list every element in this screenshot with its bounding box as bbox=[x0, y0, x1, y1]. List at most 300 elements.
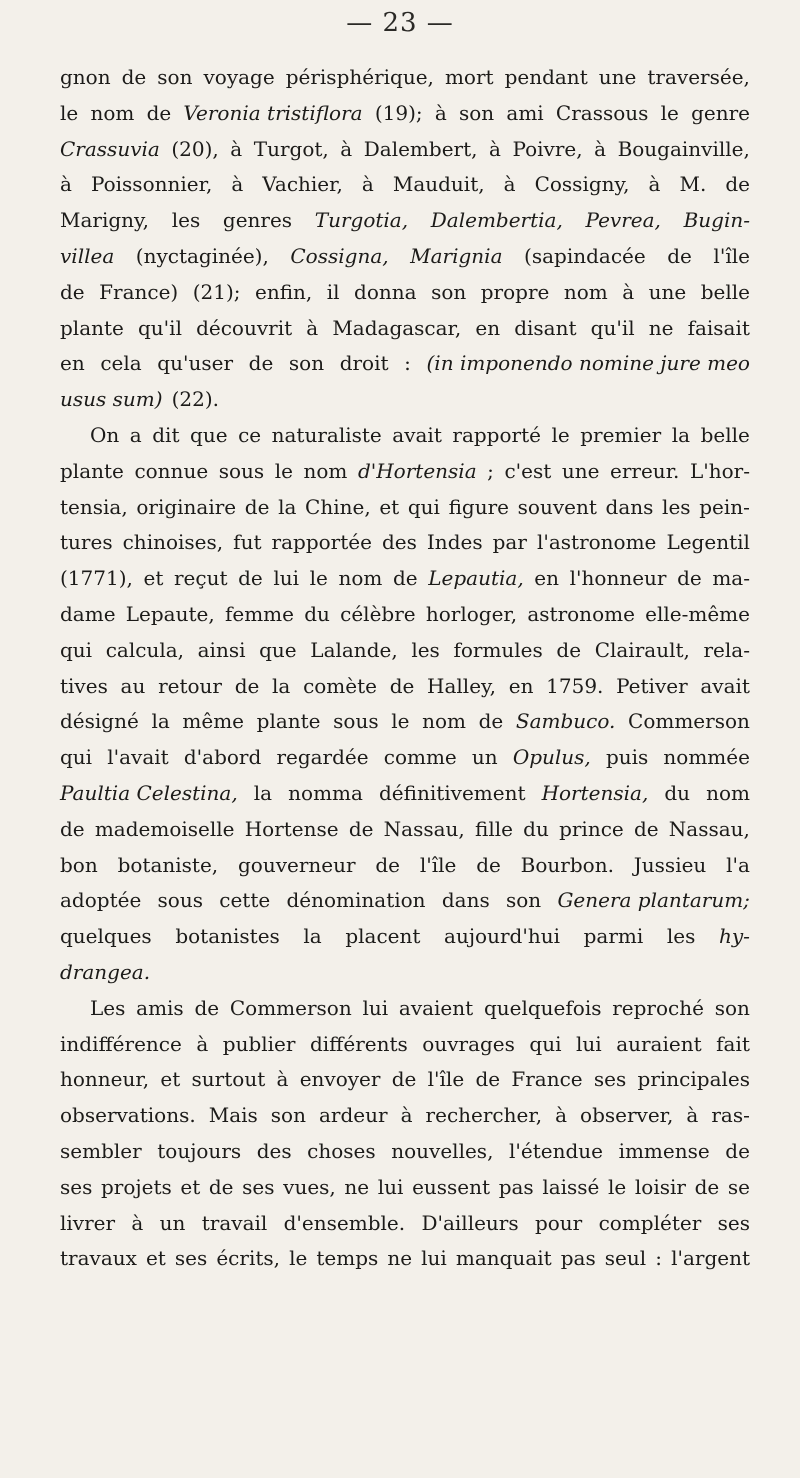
word: ne bbox=[648, 315, 674, 340]
text-line bbox=[60, 1027, 750, 1063]
word: à bbox=[231, 172, 244, 197]
word: enfin, bbox=[254, 279, 313, 304]
word: Cossigny, bbox=[534, 172, 630, 197]
word: erreur. bbox=[610, 458, 680, 483]
word: de bbox=[60, 279, 85, 304]
word: qui bbox=[407, 494, 440, 519]
word: qu'il bbox=[138, 315, 182, 340]
word: elle-même bbox=[645, 601, 750, 626]
word: indifférence bbox=[60, 1031, 182, 1056]
word: ardeur bbox=[319, 1103, 388, 1128]
word: gnon bbox=[60, 65, 111, 89]
word: plante bbox=[60, 315, 124, 340]
word: femme bbox=[224, 601, 294, 626]
word: de bbox=[725, 1138, 750, 1163]
word: son bbox=[157, 65, 193, 89]
word: en bbox=[60, 351, 85, 376]
word: l'île bbox=[713, 243, 750, 268]
word: célèbre bbox=[340, 601, 416, 626]
word: villea bbox=[60, 243, 115, 268]
word: découvrit bbox=[196, 315, 293, 340]
word: rapportée bbox=[271, 530, 372, 555]
word: ne bbox=[387, 1246, 413, 1271]
word: reçut bbox=[173, 566, 228, 591]
word: Genera plantarum; bbox=[557, 888, 750, 913]
word: (22). bbox=[171, 387, 219, 412]
word: de bbox=[694, 1174, 720, 1199]
word: : bbox=[404, 351, 411, 376]
word: pas bbox=[560, 1246, 596, 1271]
word: nom bbox=[338, 566, 383, 591]
text-line bbox=[60, 1206, 750, 1242]
word: L'hor- bbox=[689, 458, 750, 483]
word: à bbox=[648, 172, 661, 197]
word: au bbox=[120, 673, 146, 698]
word: Crassous bbox=[555, 100, 649, 125]
word: botaniste, bbox=[117, 852, 219, 877]
word: à bbox=[276, 1067, 289, 1092]
word: Vachier, bbox=[262, 172, 343, 197]
word: Nassau, bbox=[668, 816, 750, 841]
word: rela- bbox=[703, 637, 750, 662]
text-line bbox=[60, 311, 750, 347]
word: ses bbox=[593, 1067, 627, 1092]
word: ses bbox=[242, 1174, 275, 1199]
word: nom bbox=[303, 458, 348, 483]
word: immense bbox=[618, 1138, 710, 1163]
word: de bbox=[146, 100, 172, 125]
word: la bbox=[253, 780, 273, 805]
word: nomma bbox=[288, 780, 363, 805]
word: de bbox=[238, 566, 263, 591]
word: de bbox=[391, 1067, 417, 1092]
word: des bbox=[256, 1138, 292, 1163]
word: Hortense bbox=[244, 816, 339, 841]
word: Crassuvia bbox=[60, 136, 160, 161]
word: laissé bbox=[542, 1174, 600, 1199]
word: en bbox=[475, 315, 501, 340]
word: dans bbox=[605, 494, 654, 519]
word: projets bbox=[101, 1174, 172, 1199]
word: Marignia bbox=[410, 243, 503, 268]
word: fille bbox=[475, 816, 513, 841]
word: rapporté bbox=[452, 422, 541, 447]
word: Dalembertia, bbox=[430, 208, 563, 233]
text-line bbox=[60, 669, 750, 705]
word: observations. bbox=[60, 1103, 196, 1128]
word: Turgot, bbox=[253, 136, 329, 161]
word: ses bbox=[174, 1246, 208, 1271]
word: à bbox=[622, 279, 635, 304]
word: Indes bbox=[426, 530, 483, 555]
word: ses bbox=[717, 1210, 750, 1235]
word: travaux bbox=[60, 1246, 137, 1271]
word: la bbox=[278, 494, 297, 519]
word: le bbox=[608, 1174, 627, 1199]
word: 1759. bbox=[546, 673, 604, 698]
word: que bbox=[190, 422, 228, 447]
word: qui bbox=[60, 637, 93, 662]
text-line bbox=[60, 991, 750, 1027]
word: manquait bbox=[455, 1246, 552, 1271]
word: pendant bbox=[504, 65, 588, 89]
word: un bbox=[159, 1210, 186, 1235]
word: M. bbox=[679, 172, 707, 197]
word: a bbox=[129, 422, 142, 447]
word: sous bbox=[218, 458, 265, 483]
word: vues, bbox=[283, 1174, 336, 1199]
word: traversée, bbox=[647, 65, 750, 89]
word: à bbox=[340, 136, 353, 161]
word: astronome bbox=[527, 601, 635, 626]
word: à bbox=[230, 136, 243, 161]
word: usus sum) bbox=[60, 387, 163, 412]
word: différents bbox=[309, 1031, 408, 1056]
word: Sambuco. bbox=[515, 709, 616, 734]
text-line bbox=[60, 1098, 750, 1134]
text-line bbox=[60, 167, 750, 203]
word: Halley, bbox=[427, 673, 497, 698]
text-line bbox=[60, 848, 750, 884]
word: prince bbox=[559, 816, 624, 841]
word: de bbox=[194, 995, 220, 1020]
word: sous bbox=[157, 888, 203, 913]
word: ainsi bbox=[197, 637, 246, 662]
word: ras- bbox=[711, 1103, 750, 1128]
word: compléter bbox=[598, 1210, 702, 1235]
text-line bbox=[60, 704, 750, 740]
word: définitivement bbox=[378, 780, 526, 805]
word: du bbox=[304, 601, 330, 626]
word: lui bbox=[421, 1246, 447, 1271]
word: sembler bbox=[60, 1138, 142, 1163]
word: Clairault, bbox=[594, 637, 690, 662]
word: propre bbox=[480, 279, 550, 304]
word: le bbox=[289, 1246, 308, 1271]
word: livrer bbox=[60, 1210, 116, 1235]
word: Les bbox=[90, 995, 126, 1020]
word: choses bbox=[307, 1138, 376, 1163]
word: tensia, bbox=[60, 494, 128, 519]
text-line bbox=[60, 60, 750, 96]
text-line bbox=[60, 1134, 750, 1170]
word: rechercher, bbox=[425, 1103, 543, 1128]
word: envoyer bbox=[299, 1067, 381, 1092]
word: la bbox=[151, 709, 170, 734]
word: se bbox=[727, 1174, 750, 1199]
word: désigné bbox=[60, 709, 139, 734]
word: Mauduit, bbox=[392, 172, 485, 197]
word: et bbox=[180, 1174, 201, 1199]
word: ses bbox=[60, 1174, 93, 1199]
word: son bbox=[431, 279, 467, 304]
word: donna bbox=[354, 279, 417, 304]
word: à bbox=[60, 172, 72, 197]
word: nom bbox=[706, 780, 750, 805]
word: On bbox=[90, 422, 120, 447]
word: ce bbox=[238, 422, 262, 447]
word: du bbox=[523, 816, 549, 841]
word: dénomination bbox=[286, 888, 426, 913]
word: mademoiselle bbox=[94, 816, 235, 841]
word: de bbox=[234, 673, 260, 698]
word: eussent bbox=[412, 1174, 491, 1199]
word: Lepaute, bbox=[125, 601, 215, 626]
word: périsphérique, bbox=[285, 65, 434, 89]
word: et bbox=[145, 1246, 166, 1271]
word: Mais bbox=[208, 1103, 258, 1128]
word: figure bbox=[448, 494, 509, 519]
word: France) bbox=[99, 279, 179, 304]
word: temps bbox=[316, 1246, 379, 1271]
word: placent bbox=[345, 924, 421, 949]
word: de bbox=[348, 816, 374, 841]
word: publier bbox=[222, 1031, 296, 1056]
word: quelquefois bbox=[483, 995, 602, 1020]
word: auraient bbox=[616, 1031, 702, 1056]
word: drangea. bbox=[60, 959, 151, 984]
word: du bbox=[664, 780, 691, 805]
word: (in imponendo nomine jure meo bbox=[426, 351, 750, 376]
text-line bbox=[60, 490, 750, 526]
word: nom bbox=[422, 709, 466, 734]
word: lui bbox=[273, 566, 300, 591]
word: Poissonnier, bbox=[90, 172, 213, 197]
word: de bbox=[725, 172, 750, 197]
word: son bbox=[505, 888, 542, 913]
word: à bbox=[131, 1210, 144, 1235]
word: en bbox=[534, 566, 560, 591]
word: botanistes bbox=[175, 924, 280, 949]
word: à bbox=[196, 1031, 209, 1056]
word: puis bbox=[605, 745, 649, 770]
word: regardée bbox=[276, 745, 369, 770]
word: avaient bbox=[398, 995, 474, 1020]
word: l'île bbox=[419, 852, 457, 877]
word: la bbox=[272, 673, 291, 698]
word: de bbox=[389, 673, 415, 698]
word: à bbox=[400, 1103, 413, 1128]
word: le bbox=[391, 709, 410, 734]
word: à bbox=[686, 1103, 699, 1128]
word: les bbox=[666, 924, 696, 949]
word: pas bbox=[498, 1174, 534, 1199]
word: (sapindacée bbox=[524, 243, 646, 268]
word: genre bbox=[691, 100, 750, 125]
word: à bbox=[594, 136, 607, 161]
word: un bbox=[471, 745, 498, 770]
text-line bbox=[60, 203, 750, 239]
word: cela bbox=[100, 351, 142, 376]
word: Bugin- bbox=[683, 208, 750, 233]
word: il bbox=[326, 279, 340, 304]
word: Pevrea, bbox=[585, 208, 661, 233]
word: qui bbox=[60, 745, 93, 770]
word: cette bbox=[219, 888, 271, 913]
text-line bbox=[60, 132, 750, 168]
word: calcula, bbox=[105, 637, 184, 662]
word: Paultia Celestina, bbox=[60, 780, 238, 805]
word: plante bbox=[60, 458, 124, 483]
word: dame bbox=[60, 601, 116, 626]
word: le bbox=[551, 422, 570, 447]
word: de bbox=[633, 816, 659, 841]
word: lui bbox=[362, 995, 389, 1020]
word: de bbox=[375, 852, 401, 877]
word: tures bbox=[60, 530, 113, 555]
word: (1771), bbox=[60, 566, 133, 591]
word: le bbox=[660, 100, 679, 125]
word: Opulus, bbox=[512, 745, 591, 770]
word: loisir bbox=[634, 1174, 686, 1199]
word: son bbox=[714, 995, 750, 1020]
word: hy- bbox=[718, 924, 750, 949]
word: une bbox=[598, 65, 637, 89]
word: l'avait bbox=[107, 745, 169, 770]
word: plante bbox=[256, 709, 321, 734]
word: avait bbox=[392, 422, 442, 447]
word: gouverneur bbox=[237, 852, 356, 877]
word: ; bbox=[487, 458, 494, 483]
word: et bbox=[379, 494, 400, 519]
word: comme bbox=[383, 745, 457, 770]
word: à bbox=[434, 100, 447, 125]
word: dans bbox=[441, 888, 490, 913]
word: connue bbox=[134, 458, 209, 483]
word: fait bbox=[716, 1031, 750, 1056]
word: Nassau, bbox=[383, 816, 465, 841]
word: toujours bbox=[157, 1138, 242, 1163]
word: (nyctaginée), bbox=[135, 243, 269, 268]
word: de bbox=[478, 709, 504, 734]
word: (20), bbox=[171, 136, 219, 161]
word: disant bbox=[514, 315, 577, 340]
word: à bbox=[555, 1103, 568, 1128]
word: que bbox=[259, 637, 297, 662]
word: Chine, bbox=[305, 494, 371, 519]
word: premier bbox=[580, 422, 662, 447]
word: Lalande, bbox=[310, 637, 398, 662]
word: tives bbox=[60, 673, 108, 698]
text-line bbox=[60, 382, 750, 418]
text-line bbox=[60, 346, 750, 382]
word: et bbox=[160, 1067, 181, 1092]
text-line bbox=[60, 776, 750, 812]
word: l'étendue bbox=[508, 1138, 603, 1163]
word: de bbox=[667, 243, 692, 268]
word: d'ensemble. bbox=[283, 1210, 406, 1235]
word: ne bbox=[344, 1174, 370, 1199]
word: pour bbox=[534, 1210, 583, 1235]
word: ami bbox=[506, 100, 544, 125]
text-line bbox=[60, 525, 750, 561]
word: genres bbox=[222, 208, 293, 233]
word: faisait bbox=[687, 315, 750, 340]
text-line bbox=[60, 561, 750, 597]
word: ouvrages bbox=[422, 1031, 515, 1056]
word: fut bbox=[233, 530, 262, 555]
word: une bbox=[648, 279, 687, 304]
text-line bbox=[60, 883, 750, 919]
word: principales bbox=[637, 1067, 750, 1092]
word: reproché bbox=[612, 995, 704, 1020]
word: nom bbox=[90, 100, 135, 125]
word: d'abord bbox=[183, 745, 262, 770]
word: écrits, bbox=[216, 1246, 280, 1271]
word: D'ailleurs bbox=[421, 1210, 519, 1235]
word: pein- bbox=[699, 494, 750, 519]
word: seul bbox=[604, 1246, 647, 1271]
text-line bbox=[60, 1241, 750, 1277]
word: formules bbox=[453, 637, 543, 662]
word: c'est bbox=[504, 458, 552, 483]
word: à bbox=[489, 136, 501, 161]
word: adoptée bbox=[60, 888, 142, 913]
word: parmi bbox=[583, 924, 644, 949]
word: et bbox=[143, 566, 164, 591]
word: bon bbox=[60, 852, 98, 877]
word: retour bbox=[158, 673, 222, 698]
word: sous bbox=[333, 709, 379, 734]
word: une bbox=[561, 458, 600, 483]
text-line bbox=[60, 454, 750, 490]
word: de bbox=[476, 852, 501, 877]
word: belle bbox=[700, 422, 750, 447]
word: qu'il bbox=[590, 315, 635, 340]
word: (19); bbox=[374, 100, 423, 125]
text-line bbox=[60, 418, 750, 454]
word: avait bbox=[700, 673, 750, 698]
word: Cossigna, bbox=[290, 243, 389, 268]
word: des bbox=[381, 530, 417, 555]
text-line bbox=[60, 919, 750, 955]
word: de bbox=[60, 816, 85, 841]
word: Dalembert, bbox=[363, 136, 478, 161]
word: de bbox=[121, 65, 147, 89]
text-line bbox=[60, 597, 750, 633]
word: à bbox=[503, 172, 516, 197]
word: travail bbox=[201, 1210, 268, 1235]
word: d'Hortensia bbox=[357, 458, 477, 483]
word: de bbox=[556, 637, 582, 662]
word: Lepautia, bbox=[428, 566, 524, 591]
word: naturaliste bbox=[271, 422, 382, 447]
word: de bbox=[244, 494, 270, 519]
text-line bbox=[60, 1170, 750, 1206]
word: nom bbox=[563, 279, 608, 304]
word: l'astronome bbox=[536, 530, 657, 555]
word: son bbox=[270, 1103, 306, 1128]
word: dit bbox=[152, 422, 180, 447]
word: honneur, bbox=[60, 1067, 150, 1092]
word: à bbox=[361, 172, 374, 197]
text-line bbox=[60, 740, 750, 776]
word: voyage bbox=[203, 65, 275, 89]
word: (21); bbox=[192, 279, 241, 304]
word: lui bbox=[377, 1174, 404, 1199]
text-line bbox=[60, 239, 750, 275]
word: Legentil bbox=[666, 530, 750, 555]
word: en bbox=[508, 673, 534, 698]
word: observer, bbox=[580, 1103, 674, 1128]
word: même bbox=[182, 709, 245, 734]
word: les bbox=[662, 494, 691, 519]
word: Poivre, bbox=[512, 136, 583, 161]
word: de bbox=[248, 351, 274, 376]
word: Marigny, bbox=[60, 208, 150, 233]
word: ma- bbox=[712, 566, 750, 591]
word: mort bbox=[444, 65, 494, 89]
